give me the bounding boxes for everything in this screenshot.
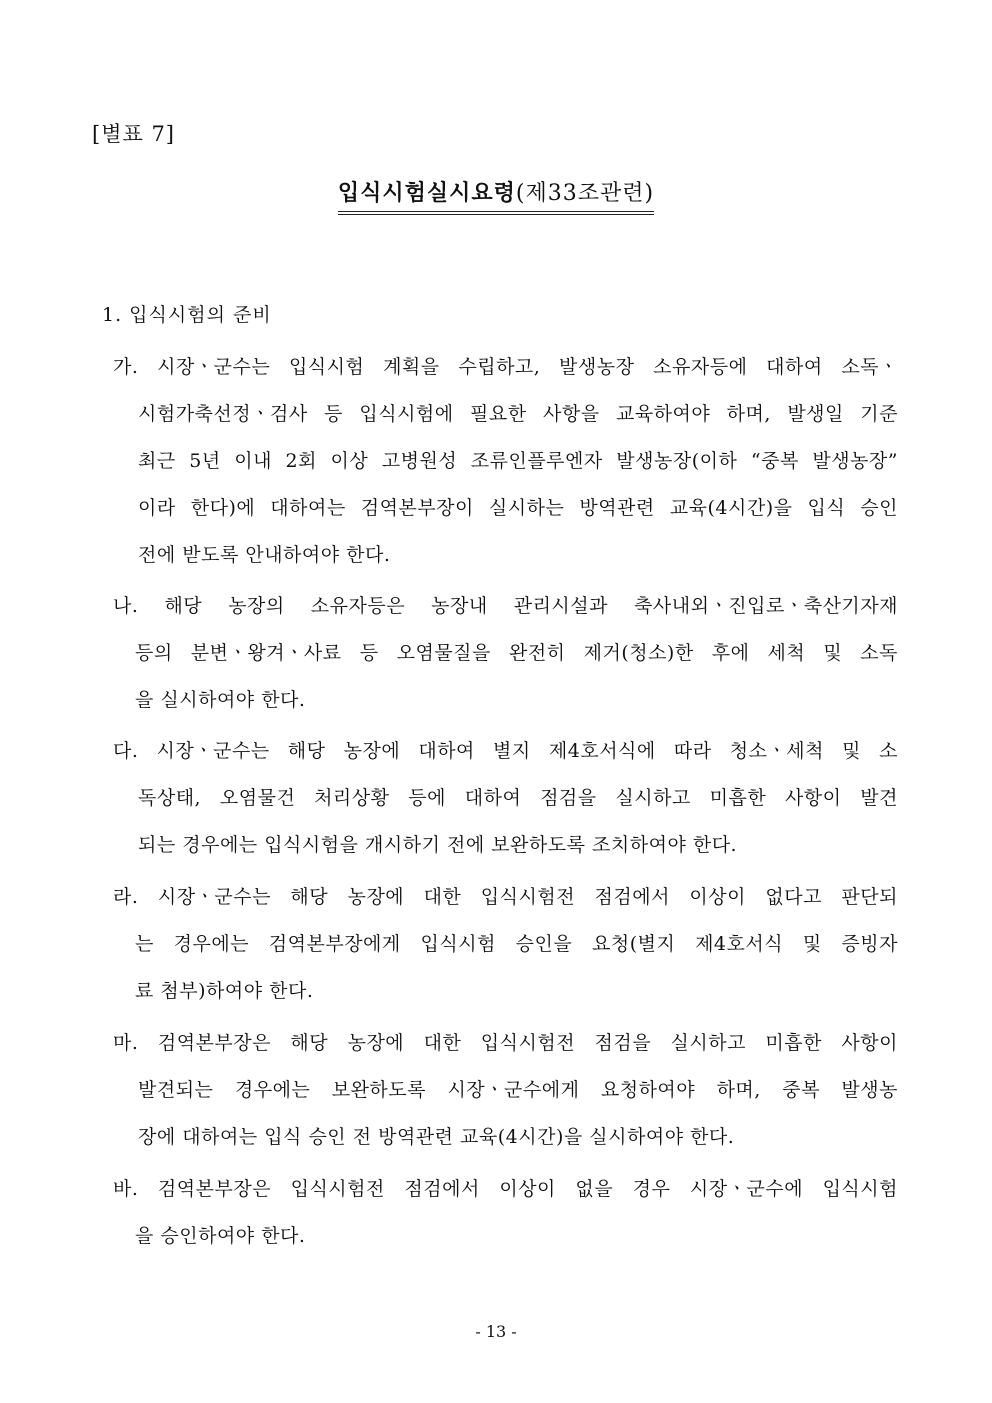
item-line: 마. 검역본부장은 해당 농장에 대한 입식시험전 점검을 실시하고 미흡한 사항이: [113, 1032, 898, 1054]
item-line: 되는 경우에는 입식시험을 개시하기 전에 보완하도록 조치하여야 한다.: [138, 834, 738, 856]
item-line: 등의 분변ㆍ왕겨ㆍ사료 등 오염물질을 완전히 제거(청소)한 후에 세척 및 소독: [135, 642, 898, 664]
list-item: [113, 728, 898, 869]
page-number: - 13 -: [475, 1322, 517, 1341]
item-line: 최근 5년 이내 2회 이상 고병원성 조류인플루엔자 발생농장(이하 “중복 발생농장”: [138, 450, 898, 472]
item-line: 발견되는 경우에는 보완하도록 시장ㆍ군수에게 요청하여야 하며, 중복 발생농: [138, 1079, 898, 1101]
item-line: 을 실시하여야 한다.: [135, 689, 306, 711]
item-line: 나. 해당 농장의 소유자등은 농장내 관리시설과 축사내외ㆍ진입로ㆍ축산기자재: [113, 595, 898, 617]
list-item: [113, 1020, 898, 1161]
item-line: 료 첨부)하여야 한다.: [135, 980, 314, 1002]
document-title: [338, 176, 654, 215]
title-subtitle: (제33조관련): [515, 181, 655, 206]
item-line: 가. 시장ㆍ군수는 입식시험 계획을 수립하고, 발생농장 소유자등에 대하여 소독ㆍ: [113, 356, 898, 378]
annex-label: [별표 7]: [92, 122, 175, 146]
item-line: 을 승인하여야 한다.: [135, 1225, 306, 1247]
section-heading: 1. 입식시험의 준비: [102, 304, 272, 326]
item-line: 바. 검역본부장은 입식시험전 점검에서 이상이 없을 경우 시장ㆍ군수에 입식시험: [113, 1178, 898, 1200]
item-line: 라. 시장ㆍ군수는 해당 농장에 대한 입식시험전 점검에서 이상이 없다고 판단되: [113, 886, 898, 908]
item-line: 시험가축선정ㆍ검사 등 입식시험에 필요한 사항을 교육하여야 하며, 발생일 기준: [138, 403, 898, 425]
item-line: 다. 시장ㆍ군수는 해당 농장에 대하여 별지 제4호서식에 따라 청소ㆍ세척 및 소: [113, 740, 898, 762]
title-block: [0, 176, 992, 215]
title-main: 입식시험실시요령: [337, 180, 516, 206]
item-line: 이라 한다)에 대하여는 검역본부장이 실시하는 방역관련 교육(4시간)을 입식 승인: [138, 497, 898, 519]
item-line: 전에 받도록 안내하여야 한다.: [138, 544, 391, 566]
list-item: [113, 583, 898, 724]
list-item: [113, 874, 898, 1015]
list-item: [113, 344, 898, 579]
item-line: 장에 대하여는 입식 승인 전 방역관련 교육(4시간)을 실시하여야 한다.: [138, 1126, 735, 1148]
item-line: 독상태, 오염물건 처리상황 등에 대하여 점검을 실시하고 미흡한 사항이 발견: [138, 787, 898, 809]
list-item: [113, 1166, 898, 1260]
item-line: 는 경우에는 검역본부장에게 입식시험 승인을 요청(별지 제4호서식 및 증빙자: [135, 933, 898, 955]
